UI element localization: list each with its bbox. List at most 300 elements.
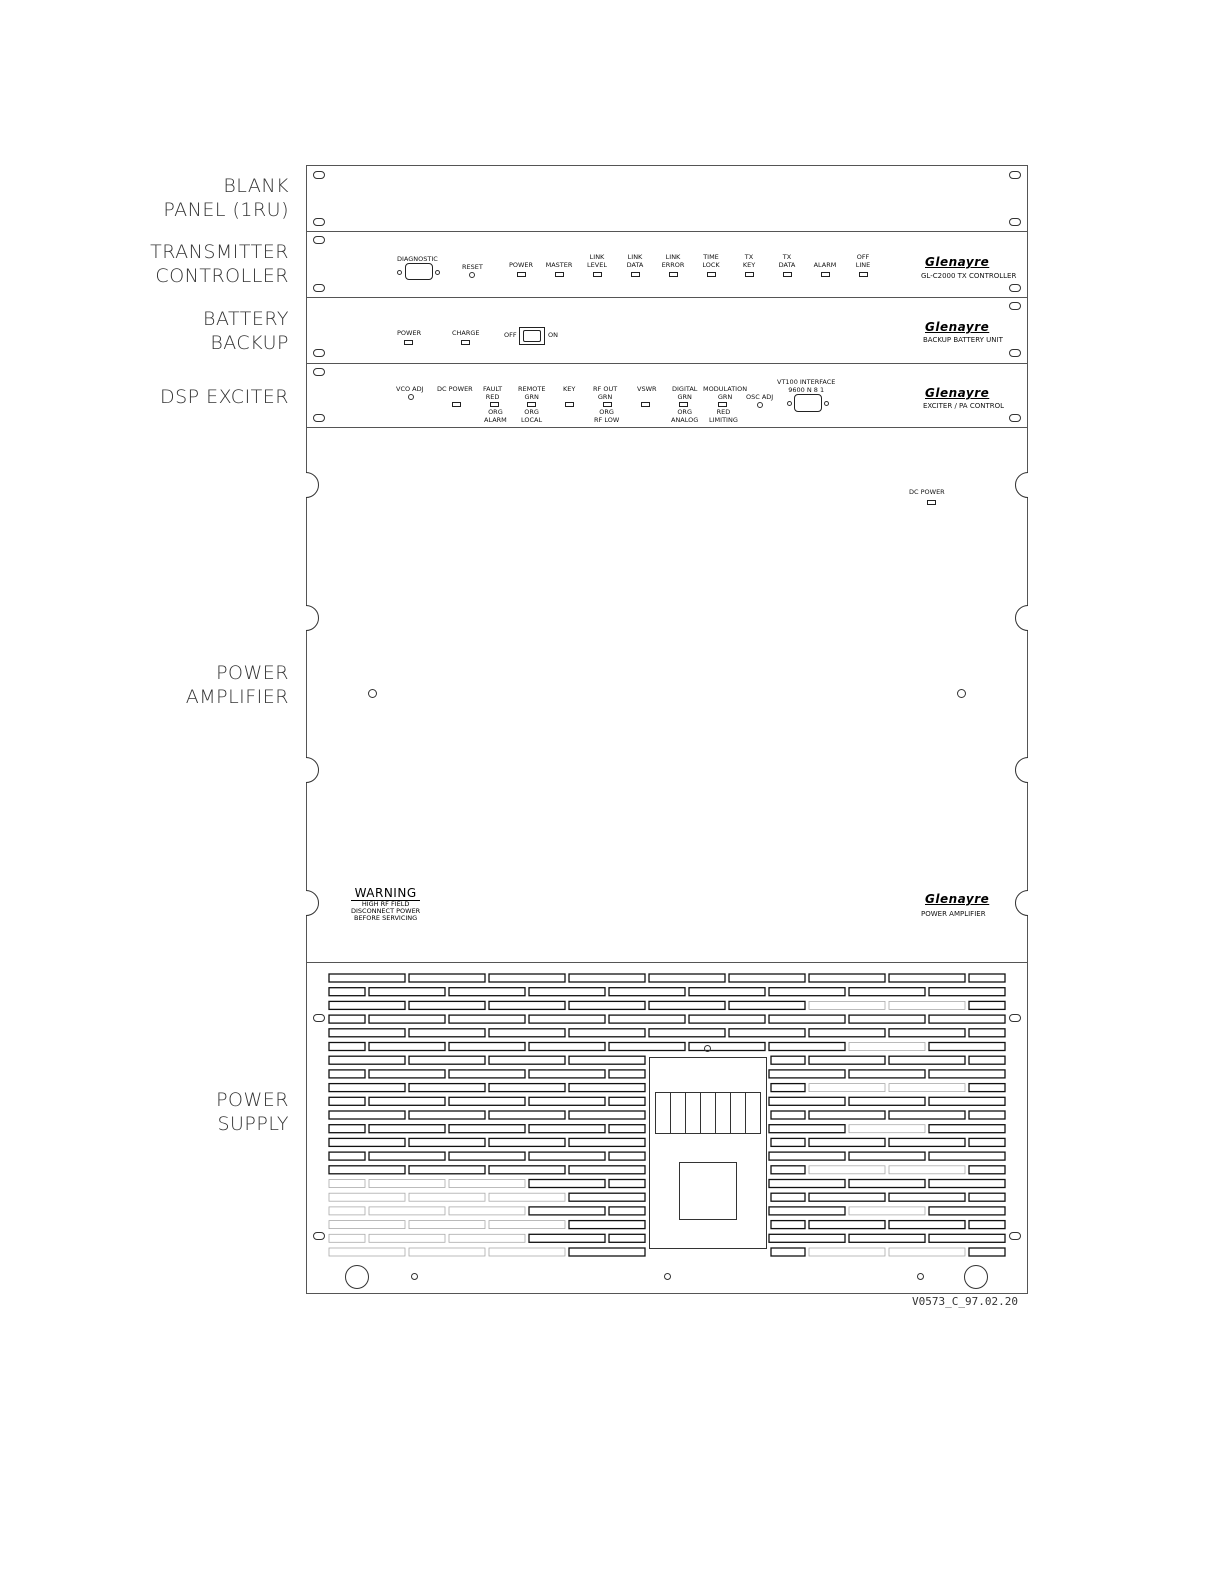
vent-slot <box>969 1138 1005 1146</box>
screw-hole <box>917 1273 924 1280</box>
label-line: LINK <box>589 253 605 261</box>
vent-slot <box>729 1029 805 1037</box>
vent-slot <box>809 1084 885 1092</box>
label-line: RF LOW <box>594 415 620 424</box>
power-switch[interactable] <box>519 327 545 345</box>
indicator-led <box>631 272 640 277</box>
vent-slot <box>609 1234 645 1242</box>
vent-slot <box>569 974 645 982</box>
vent-slot <box>969 1166 1005 1174</box>
vent-slot <box>609 1043 685 1051</box>
diagnostic-port[interactable] <box>405 263 433 280</box>
warning-line: BEFORE SERVICING <box>353 914 418 922</box>
vent-slot <box>849 1152 925 1160</box>
dc-power-label: DC POWER <box>437 385 473 393</box>
mount-slot <box>313 236 325 244</box>
charge-label: CHARGE <box>452 329 480 337</box>
vent-slot <box>369 1207 445 1215</box>
vent-slot <box>929 1180 1005 1188</box>
vent-slot <box>329 1070 365 1078</box>
model-label: EXCITER / PA CONTROL <box>923 402 1005 410</box>
vent-slot <box>529 1180 605 1188</box>
dc-power-label: DC POWER <box>909 488 945 496</box>
vent-slot <box>449 1043 525 1051</box>
label-line: DATA <box>778 260 796 269</box>
vent-slot <box>329 1221 405 1229</box>
remote-led <box>527 402 536 407</box>
vent-slot <box>489 1084 565 1092</box>
vent-slot <box>489 1193 565 1201</box>
indicator-led <box>783 272 792 277</box>
vent-slot <box>771 1138 805 1146</box>
label-line: ORG <box>599 408 614 416</box>
vent-slot <box>449 1207 525 1215</box>
reset-button[interactable] <box>469 272 475 278</box>
notch-mask <box>292 470 306 500</box>
vent-slot <box>449 1152 525 1160</box>
vent-slot <box>929 1152 1005 1160</box>
vent-slot <box>609 1152 645 1160</box>
label-line: POWER <box>216 1089 289 1111</box>
label-line: MASTER <box>545 260 573 269</box>
vent-slot <box>969 1001 1005 1009</box>
vent-slot <box>569 1056 645 1064</box>
label-line: TIME <box>703 253 719 261</box>
vent-slot <box>529 1207 605 1215</box>
vent-slot <box>889 1193 965 1201</box>
label-transmitter-controller <box>150 240 289 288</box>
label-line: LOCK <box>702 260 720 269</box>
model-label: POWER AMPLIFIER <box>921 910 986 918</box>
vent-slot <box>329 1043 365 1051</box>
vent-slot <box>649 1029 725 1037</box>
vent-slot <box>529 988 605 996</box>
vent-slot <box>449 1015 525 1023</box>
blank-panel <box>306 165 1028 232</box>
indicator-led <box>707 272 716 277</box>
label-line: MODULATION <box>703 385 748 393</box>
vent-slot <box>409 1001 485 1009</box>
vent-slot <box>369 1070 445 1078</box>
vent-slot <box>369 1234 445 1242</box>
notch-mask <box>1028 603 1042 633</box>
vent-slot <box>449 1234 525 1242</box>
vent-slot <box>569 1166 645 1174</box>
vent-slot <box>689 988 765 996</box>
switch-rocker-icon <box>523 330 541 342</box>
battery-backup-panel <box>306 297 1028 364</box>
indicator-label <box>583 254 611 269</box>
label-line: BATTERY <box>203 308 289 330</box>
vent-slot <box>849 1097 925 1105</box>
indicator-label <box>507 254 535 269</box>
indicator-led <box>593 272 602 277</box>
power-supply-panel <box>306 962 1028 1294</box>
vent-slot <box>329 974 405 982</box>
vent-slot <box>929 1125 1005 1133</box>
vent-slot <box>809 1193 885 1201</box>
vent-slot <box>449 1125 525 1133</box>
vent-slot <box>329 1029 405 1037</box>
model-label: BACKUP BATTERY UNIT <box>923 336 1003 344</box>
mount-slot <box>313 218 325 226</box>
vent-slot <box>849 1070 925 1078</box>
digital-led <box>679 402 688 407</box>
digital-label <box>672 386 697 401</box>
vent-slot <box>929 1207 1005 1215</box>
mount-slot <box>313 349 325 357</box>
vent-slot <box>329 1248 405 1256</box>
vent-slot <box>849 988 925 996</box>
vent-slot <box>969 974 1005 982</box>
screw-hole <box>787 401 792 406</box>
vent-slot <box>809 1111 885 1119</box>
modulation-label <box>703 386 747 401</box>
indicator-label <box>849 254 877 269</box>
remote-alt-label <box>521 409 542 424</box>
vent-slot <box>369 1043 445 1051</box>
handle-screw <box>368 689 377 698</box>
warning-label <box>351 886 420 922</box>
vent-slot <box>329 1207 365 1215</box>
vent-slot <box>569 1221 645 1229</box>
vent-slot <box>569 1029 645 1037</box>
indicator-label <box>697 254 725 269</box>
vent-slot <box>809 1166 885 1174</box>
mount-slot <box>313 414 325 422</box>
vent-slot <box>769 1070 845 1078</box>
off-label: OFF <box>504 331 517 339</box>
vent-slot <box>489 1221 565 1229</box>
vent-slot <box>329 1097 365 1105</box>
vent-slot <box>889 1166 965 1174</box>
indicator-led <box>669 272 678 277</box>
label-line: REMOTE <box>518 385 546 393</box>
vent-slot <box>449 1097 525 1105</box>
vent-slot <box>529 1015 605 1023</box>
screw-hole <box>824 401 829 406</box>
vent-slot <box>809 974 885 982</box>
vent-slot <box>329 1234 365 1242</box>
vent-slot <box>409 1193 485 1201</box>
vent-slot <box>329 1056 405 1064</box>
indicator-label <box>621 254 649 269</box>
vent-slot <box>569 1193 645 1201</box>
vent-slot <box>889 1029 965 1037</box>
vent-slot <box>529 1152 605 1160</box>
label-line: RED <box>485 392 500 401</box>
screw-hole <box>435 270 440 275</box>
vent-slot <box>329 1166 405 1174</box>
fault-label <box>483 386 502 401</box>
indicator-label <box>773 254 801 269</box>
vent-slot <box>889 1111 965 1119</box>
vent-slot <box>329 1193 405 1201</box>
vent-slot <box>969 1248 1005 1256</box>
vent-slot <box>689 1015 765 1023</box>
vent-slot <box>409 1084 485 1092</box>
vent-slot <box>889 1248 965 1256</box>
vent-slot <box>769 988 845 996</box>
vent-slot <box>489 974 565 982</box>
label-line: LINK <box>627 253 643 261</box>
vent-slot <box>609 1097 645 1105</box>
label-battery-backup <box>203 307 289 355</box>
label-line: LEVEL <box>587 260 607 269</box>
vent-slot <box>769 1043 845 1051</box>
label-line: DATA <box>626 260 644 269</box>
label-line: RED <box>716 408 731 416</box>
label-line: FAULT <box>483 385 503 393</box>
label-line: ORG <box>488 408 503 416</box>
vent-slot <box>489 1248 565 1256</box>
vent-slot <box>649 1001 725 1009</box>
vent-slot <box>889 1221 965 1229</box>
vent-slot <box>809 1029 885 1037</box>
vent-slot <box>569 1111 645 1119</box>
label-line: TRANSMITTER <box>150 241 289 263</box>
label-line: TX <box>782 253 792 261</box>
indicator-label <box>811 254 839 269</box>
label-line: GRN <box>717 392 733 401</box>
vent-slot <box>969 1193 1005 1201</box>
vent-slot <box>771 1111 805 1119</box>
indicator-label <box>735 254 763 269</box>
vent-slot <box>769 1152 845 1160</box>
vent-slot <box>329 1152 365 1160</box>
vent-slot <box>329 1084 405 1092</box>
model-label: GL-C2000 TX CONTROLLER <box>921 272 1017 280</box>
foot-hole <box>345 1265 369 1289</box>
notch-mask <box>292 888 306 918</box>
vent-slot <box>329 1125 365 1133</box>
vent-slot <box>889 1138 965 1146</box>
screw-hole <box>397 270 402 275</box>
label-line: GRN <box>597 392 613 401</box>
label-line: BLANK <box>223 175 289 197</box>
mount-slot <box>313 284 325 292</box>
vent-slot <box>489 1138 565 1146</box>
vent-slot <box>449 1070 525 1078</box>
indicator-led <box>555 272 564 277</box>
notch-mask <box>292 755 306 785</box>
vent-slot <box>969 1111 1005 1119</box>
notch-mask <box>1028 888 1042 918</box>
vent-slot <box>771 1084 805 1092</box>
warning-line: DISCONNECT POWER <box>351 907 421 915</box>
label-line: OFF <box>856 253 870 261</box>
label-dsp-exciter <box>160 385 289 409</box>
fault-alt-label <box>484 409 507 424</box>
brand-logo: Glenayre <box>925 386 990 400</box>
vent-slot <box>609 1015 685 1023</box>
vent-slot <box>529 1043 605 1051</box>
dc-power-led <box>452 402 461 407</box>
vent-slot <box>529 1070 605 1078</box>
label-line: LINK <box>665 253 681 261</box>
diagnostic-label: DIAGNOSTIC <box>397 255 438 263</box>
vent-slot <box>409 1111 485 1119</box>
vent-slot <box>809 1221 885 1229</box>
vent-slot <box>569 1001 645 1009</box>
vent-slot <box>369 1152 445 1160</box>
label-power-supply <box>216 1088 289 1136</box>
vent-slot <box>729 1001 805 1009</box>
vent-slot <box>409 1221 485 1229</box>
indicator-label <box>659 254 687 269</box>
screw-hole <box>411 1273 418 1280</box>
vent-slot <box>569 1138 645 1146</box>
rf-out-alt-label <box>594 409 619 424</box>
label-line: AMPLIFIER <box>185 686 289 708</box>
vent-slot <box>609 1180 645 1188</box>
dsp-exciter-panel <box>306 363 1028 428</box>
digital-alt-label <box>671 409 698 424</box>
charge-led <box>461 340 470 345</box>
brand-logo: Glenayre <box>925 320 990 334</box>
vent-slot <box>771 1221 805 1229</box>
vent-slot <box>329 1180 365 1188</box>
label-line: ORG <box>677 408 692 416</box>
handle-screw <box>957 689 966 698</box>
vent-slot <box>489 1166 565 1174</box>
vent-slot <box>569 1084 645 1092</box>
vent-slot <box>369 988 445 996</box>
label-line: GRN <box>677 392 692 401</box>
vco-adj-label: VCO ADJ <box>396 385 424 393</box>
vent-slot <box>849 1043 925 1051</box>
brand-logo: Glenayre <box>925 892 990 906</box>
reset-label: RESET <box>462 263 483 271</box>
vent-slot <box>489 1056 565 1064</box>
vent-slot <box>769 1234 845 1242</box>
rf-out-led <box>603 402 612 407</box>
vent-slot <box>929 1015 1005 1023</box>
vent-slot <box>609 1070 645 1078</box>
power-label: POWER <box>397 329 422 337</box>
vent-slot <box>809 1056 885 1064</box>
vent-slot <box>969 1056 1005 1064</box>
vent-slot <box>329 1138 405 1146</box>
label-line: CONTROLLER <box>155 265 289 287</box>
vent-slot <box>369 1125 445 1133</box>
label-line: 9600 N 8 1 <box>788 385 825 394</box>
brand-logo: Glenayre <box>925 255 990 269</box>
vent-slot <box>569 1248 645 1256</box>
remote-label <box>518 386 545 401</box>
vent-slot <box>889 1001 965 1009</box>
vent-slot <box>889 1084 965 1092</box>
vent-slot <box>329 1001 405 1009</box>
vent-slot <box>409 1166 485 1174</box>
vent-slot <box>489 1001 565 1009</box>
notch-mask <box>1028 755 1042 785</box>
vent-slot <box>769 1180 845 1188</box>
vent-slot <box>849 1207 925 1215</box>
on-label: ON <box>548 331 558 339</box>
indicator-led <box>745 272 754 277</box>
label-line: POWER <box>508 260 534 269</box>
vswr-label: VSWR <box>637 385 657 393</box>
vent-slot <box>809 1248 885 1256</box>
label-line: ERROR <box>661 260 685 269</box>
label-line: PANEL (1RU) <box>163 199 289 221</box>
dc-power-led <box>927 500 936 505</box>
mount-slot <box>1009 414 1021 422</box>
warning-line: HIGH RF FIELD <box>351 900 420 908</box>
vco-adj-trimmer[interactable] <box>408 394 414 400</box>
vent-slot <box>771 1248 805 1256</box>
vent-slot <box>409 974 485 982</box>
vent-slot <box>489 1029 565 1037</box>
vent-slot <box>849 1125 925 1133</box>
label-line: LOCAL <box>521 415 543 424</box>
vent-slot <box>771 1166 805 1174</box>
vent-slot <box>529 1097 605 1105</box>
vent-slot <box>609 988 685 996</box>
power-led <box>404 340 413 345</box>
label-blank-panel <box>163 174 289 222</box>
label-line: RF OUT <box>593 385 618 393</box>
vent-slot <box>929 1043 1005 1051</box>
mount-slot <box>313 171 325 179</box>
fault-led <box>490 402 499 407</box>
display-window <box>649 1057 767 1249</box>
vent-slot <box>529 1234 605 1242</box>
mount-slot <box>1009 349 1021 357</box>
vent-slot <box>329 1015 365 1023</box>
vent-slot <box>449 988 525 996</box>
vent-slot <box>769 1097 845 1105</box>
vent-slot <box>889 1056 965 1064</box>
terminal-block <box>655 1092 761 1134</box>
vswr-led <box>641 402 650 407</box>
label-line: KEY <box>742 260 756 269</box>
transmitter-controller-panel <box>306 231 1028 298</box>
label-line: LINE <box>855 260 871 269</box>
vent-slot <box>771 1193 805 1201</box>
mount-slot <box>1009 284 1021 292</box>
key-label: KEY <box>563 385 576 393</box>
label-line: GRN <box>524 392 539 401</box>
label-power-amplifier <box>186 661 289 709</box>
vent-slot <box>609 1125 645 1133</box>
vent-slot <box>969 1084 1005 1092</box>
vent-slot <box>409 1029 485 1037</box>
mount-slot <box>1009 302 1021 310</box>
osc-adj-trimmer[interactable] <box>757 402 763 408</box>
vent-slot <box>689 1043 765 1051</box>
screw-hole <box>664 1273 671 1280</box>
label-line: POWER <box>216 662 289 684</box>
vt100-port[interactable] <box>794 394 822 412</box>
vent-slot <box>929 1234 1005 1242</box>
handle-screw <box>704 1045 711 1052</box>
vent-slot <box>769 1207 845 1215</box>
label-line: ALARM <box>813 260 837 269</box>
modulation-led <box>718 402 727 407</box>
mount-slot <box>313 368 325 376</box>
vent-slot <box>369 1015 445 1023</box>
vent-slot <box>449 1180 525 1188</box>
vent-slot <box>529 1125 605 1133</box>
vent-slot <box>609 1207 645 1215</box>
vent-slot <box>849 1015 925 1023</box>
label-line: DIGITAL <box>672 385 698 393</box>
notch-mask <box>292 603 306 633</box>
vent-slot <box>969 1221 1005 1229</box>
vent-slot <box>489 1111 565 1119</box>
